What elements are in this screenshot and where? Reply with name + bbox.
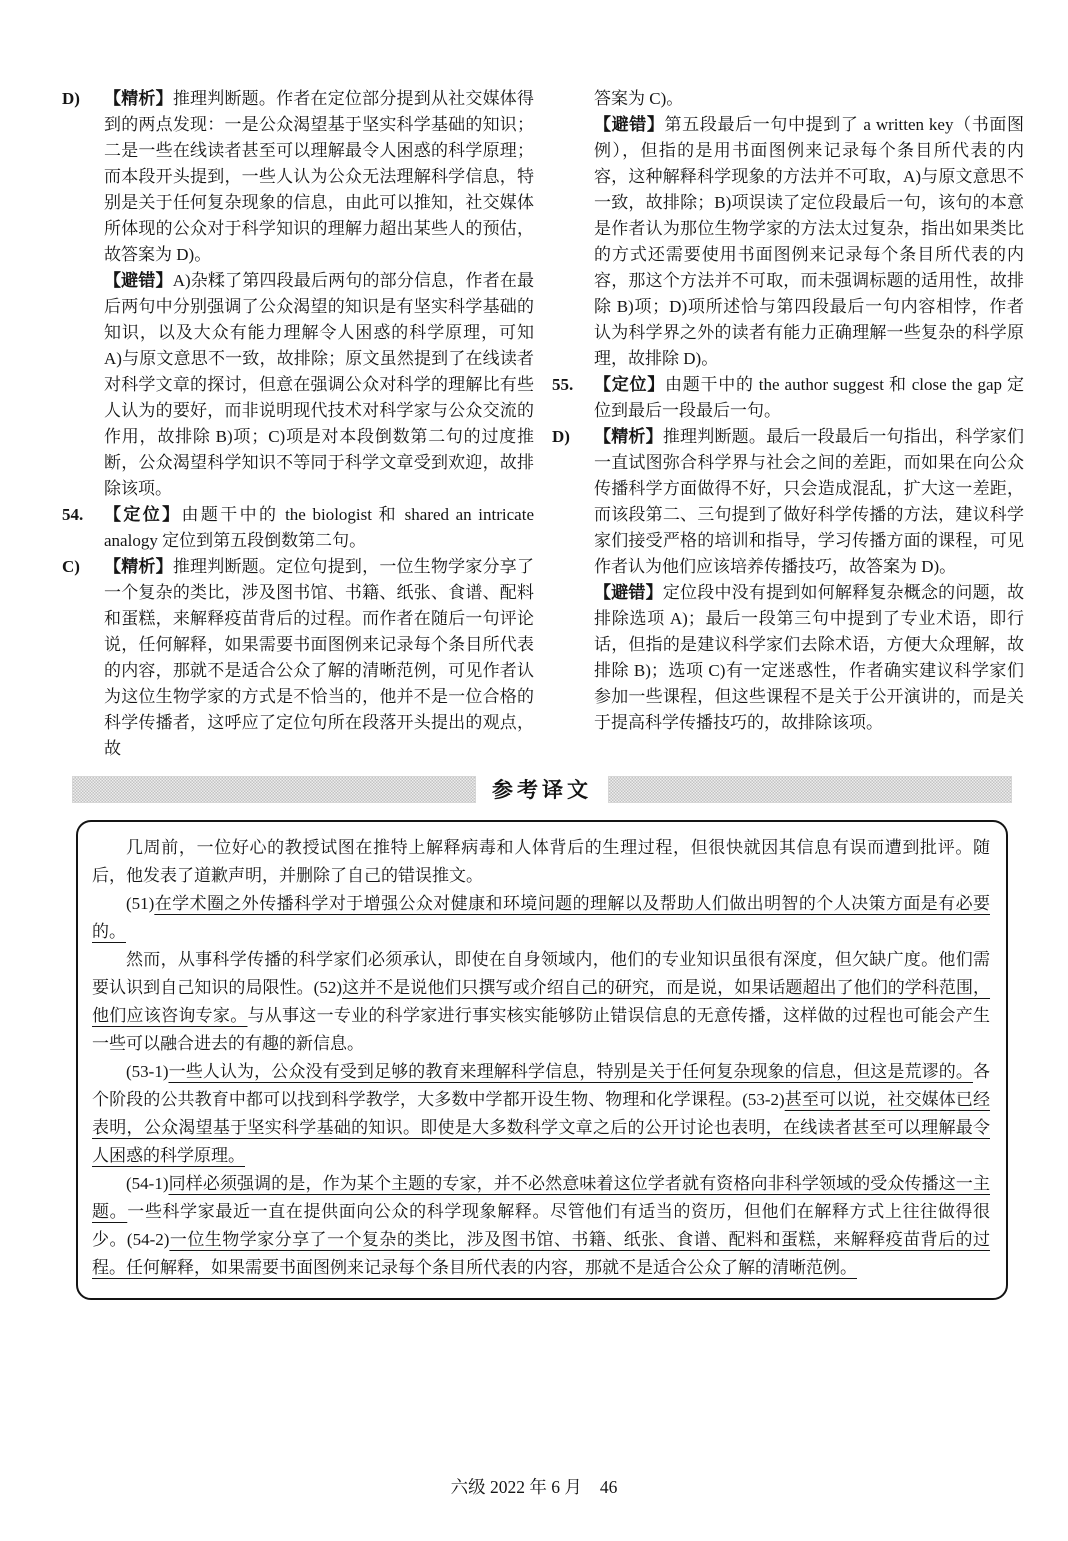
section-tag-dingwei: 【定位】	[104, 505, 182, 524]
answer-body	[594, 580, 1024, 736]
answer-item-d55	[552, 424, 1024, 580]
option-label: D)	[62, 89, 80, 108]
option-label	[552, 580, 594, 736]
translation-paragraph-1	[92, 834, 990, 890]
option-label	[552, 112, 594, 372]
section-tag-jingxi: 【精析】	[104, 557, 173, 576]
answer-text: A)杂糅了第四段最后两句的部分信息，作者在最后两句中分别强调了公众渴望的知识是有坚实科学基础的知识，以及大众有能力理解令人困惑的科学原理，可知 A)与原文意思不一致，故排除；原文虽然提到了在线读者对科学文章的探讨，但意在强调公众对科学的理解比有些人认为的要好，而非说明现代技术对科学家与公众交流的作用，故排除 B)项；C)项是对本段倒数第二句的过度推断，公众渴望科学知识不等同于科学文章受到欢迎，故排除该项。	[104, 271, 535, 498]
option-label	[552, 86, 594, 112]
underlined-segment: 甚至可以说，社交媒体已经表明，公众渴望基于坚实科学基础的知识。即使是大多数科学文章之后的公开讨论也表明，在线读者甚至可以理解最令人困惑的科学原理。	[92, 1090, 991, 1165]
banner-title: 参考译文	[492, 779, 592, 802]
underlined-segment: 在学术圈之外传播科学对于增强公众对健康和环境问题的理解以及帮助人们做出明智的个人决策方面是有必要的。	[92, 894, 990, 941]
text-segment: 与从事这一专业的科学家进行事实核实能够防止错误信息的无意传播，这样做的过程也可能会产生一些可以融合进去的有趣的新信息。	[92, 1006, 991, 1053]
text-segment: 几周前，一位好心的教授试图在推特上解释病毒和人体背后的生理过程，但很快就因其信息有误而遭到批评。随后，他发表了道歉声明，并删除了自己的错误推文。	[92, 838, 990, 885]
answer-item-54-dingwei	[62, 502, 534, 554]
answer-text: 推理判断题。定位句提到，一位生物学家分享了一个复杂的类比，涉及图书馆、书籍、纸张、食谱、配料和蛋糕，来解释疫苗背后的过程。而作者在随后一句评论说，任何解释，如果需要书面图例来记录每个条目所代表的内容，那就不是适合公众了解的清晰范例，可见作者认为这位生物学家的方式是不恰当的，他并不是一位合格的科学传播者，这呼应了定位句所在段落开头提出的观点，故	[104, 557, 535, 758]
section-tag-bicuo: 【避错】	[594, 583, 663, 602]
answer-text: 答案为 C)。	[594, 89, 684, 108]
answer-item-55-dingwei	[552, 372, 1024, 424]
left-column	[62, 86, 534, 762]
page-footer	[0, 1474, 1068, 1499]
option-label: D)	[552, 427, 570, 446]
underlined-segment: 这并不是说他们只撰写或介绍自己的研究，而是说，如果话题超出了他们的学科范围，他们应该咨询专家。	[92, 978, 991, 1025]
translation-paragraph-4	[92, 1058, 990, 1170]
answer-item-bicuo	[552, 112, 1024, 372]
halftone-bar-left	[72, 776, 476, 803]
underlined-segment: 一些人认为，公众没有受到足够的教育来理解科学信息，特别是关于任何复杂现象的信息，但这是荒谬的。	[168, 1062, 973, 1081]
question-number: 54.	[62, 505, 84, 524]
answer-text: 由题干中的 the biologist 和 shared an intricate analogy 定位到第五段倒数第二句。	[104, 505, 534, 550]
answer-item-c54	[62, 554, 534, 762]
answer-text: 由题干中的 the author suggest 和 close the gap 定位到最后一段最后一句。	[594, 375, 1024, 420]
translation-paragraph-5	[92, 1170, 990, 1282]
footer-issue-label: 六级 2022 年 6 月	[450, 1477, 582, 1497]
answer-columns	[62, 86, 1024, 762]
answer-body	[594, 424, 1024, 580]
answer-item-continuation	[552, 86, 1024, 112]
page-number: 46	[599, 1477, 618, 1497]
text-segment: 各个阶段的公共教育中都可以找到科学教学，大多数中学都开设生物、物理和化学课程。(53-2)	[92, 1062, 990, 1109]
answer-item-bicuo	[552, 580, 1024, 736]
answer-item-d54	[62, 86, 534, 268]
translation-paragraph-3	[92, 946, 990, 1058]
reference-translation-banner	[72, 774, 1012, 804]
section-tag-dingwei: 【定位】	[594, 375, 666, 394]
underlined-segment: 一位生物学家分享了一个复杂的类比，涉及图书馆、书籍、纸张、食谱、配料和蛋糕，来解释疫苗背后的过程。任何解释，如果需要书面图例来记录每个条目所代表的内容，那就不是适合公众了解的清晰范例。	[92, 1230, 991, 1277]
answer-item-bicuo	[62, 268, 534, 502]
answer-text: 定位段中没有提到如何解释复杂概念的问题，故排除选项 A)；最后一段第三句中提到了专业术语，即行话，但指的是建议科学家们去除术语，方便大众理解，故排除 B)；选项 C)有一定迷惑性，作者确实建议科学家们参加一些课程，但这些课程不是关于公开演讲的，而是关于提高科学传播技巧的，故排除该项。	[594, 583, 1025, 732]
answer-body	[104, 554, 534, 762]
option-label: C)	[62, 557, 80, 576]
text-segment: 然而，从事科学传播的科学家们必须承认，即使在自身领域内，他们的专业知识虽很有深度，但欠缺广度。他们需要认识到自己知识的局限性。(52)	[92, 950, 990, 997]
right-column	[552, 86, 1024, 762]
answer-body	[104, 502, 534, 554]
translation-paragraph-2	[92, 890, 990, 946]
section-tag-bicuo: 【避错】	[594, 115, 665, 134]
answer-text: 第五段最后一句中提到了 a written key（书面图例），但指的是用书面图例来记录每个条目所代表的内容，这种解释科学现象的方法并不可取，A)与原文意思不一致，故排除；B)项误读了定位段最后一句，该句的本意是作者认为那位生物学家的方法太过复杂，指出如果类比的方式还需要使用书面图例来记录每个条目所代表的内容，那这个方法并不可取，而未强调标题的适用性，故排除 B)项；D)项所述恰与第四段最后一句内容相悖，作者认为科学界之外的读者有能力正确理解一些复杂的科学原理，故排除 D)。	[594, 115, 1024, 368]
text-segment: 一些科学家最近一直在提供面向公众的科学现象解释。尽管他们有适当的资历，但他们在解释方式上往往做得很少。(54-2)	[92, 1202, 991, 1249]
text-segment: (53-1)	[126, 1062, 169, 1081]
text-segment: (54-1)	[126, 1174, 169, 1193]
translation-box	[76, 820, 1008, 1300]
answer-body	[594, 112, 1024, 372]
halftone-bar-right	[608, 776, 1012, 803]
underlined-segment: 同样必须强调的是，作为某个主题的专家，并不必然意味着这位学者就有资格向非科学领域的受众传播这一主题。	[92, 1174, 990, 1221]
option-label	[62, 268, 104, 502]
section-tag-jingxi: 【精析】	[104, 89, 173, 108]
answer-body	[104, 86, 534, 268]
section-tag-jingxi: 【精析】	[594, 427, 663, 446]
question-number: 55.	[552, 375, 574, 394]
answer-body	[594, 372, 1024, 424]
answer-body	[594, 86, 1024, 112]
answer-body	[104, 268, 534, 502]
text-segment: (51)	[126, 894, 155, 913]
answer-text: 推理判断题。作者在定位部分提到从社交媒体得到的两点发现：一是公众渴望基于坚实科学基础的知识；二是一些在线读者甚至可以理解最令人困惑的科学原理；而本段开头提到，一些人认为公众无法理解科学信息，特别是关于任何复杂现象的信息，由此可以推知，社交媒体所体现的公众对于科学知识的理解力超出某些人的预估，故答案为 D)。	[104, 89, 535, 264]
section-tag-bicuo: 【避错】	[104, 271, 173, 290]
answer-text: 推理判断题。最后一段最后一句指出，科学家们一直试图弥合科学界与社会之间的差距，而如果在向公众传播科学方面做得不好，只会造成混乱，扩大这一差距，而该段第二、三句提到了做好科学传播的方法，建议科学家们接受严格的培训和指导，学习传播方面的课程，可见作者认为他们应该培养传播技巧，故答案为 D)。	[594, 427, 1025, 576]
